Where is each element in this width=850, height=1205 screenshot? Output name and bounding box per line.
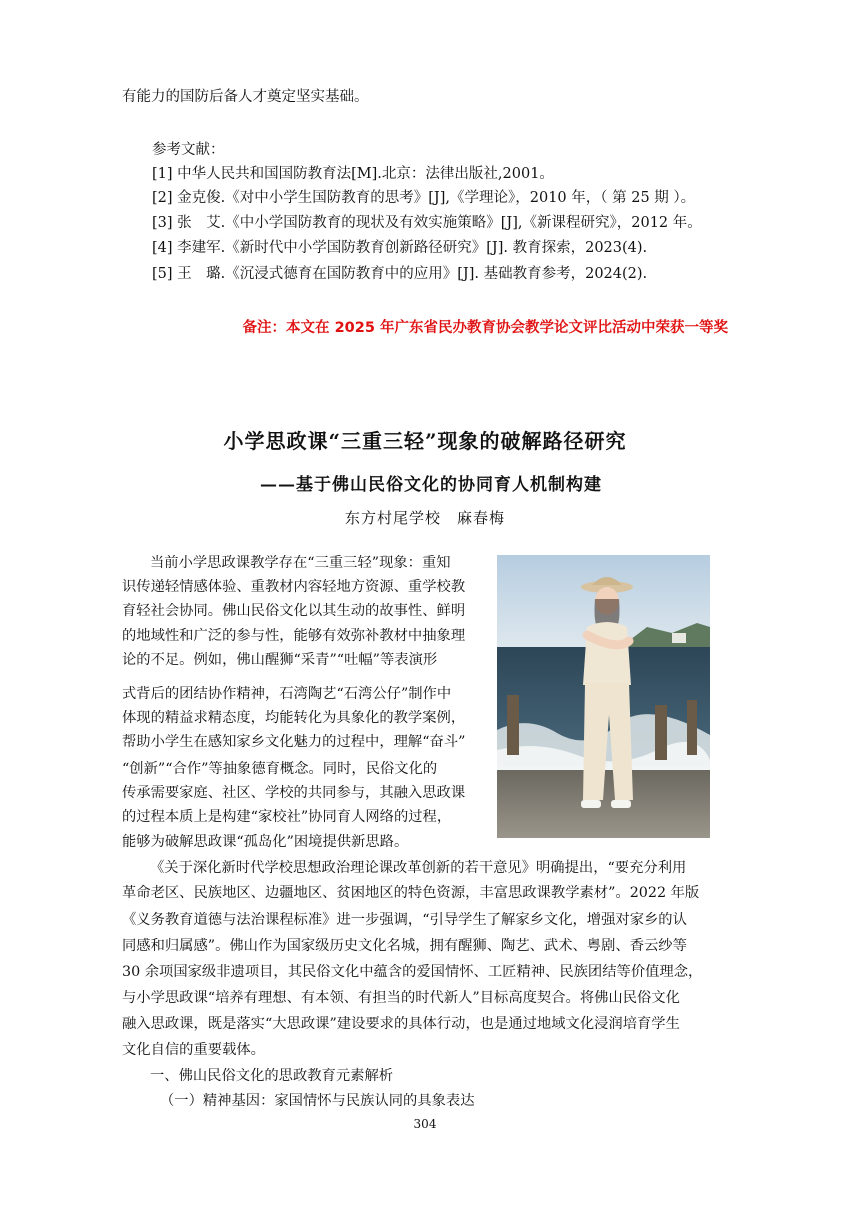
paragraph-line: 文化自信的重要载体。 (122, 1042, 265, 1058)
paragraph-line: 的地域性和广泛的参与性，能够有效弥补教材中抽象理 (122, 628, 466, 644)
paragraph-line: 传承需要家庭、社区、学校的共同参与，其融入思政课 (122, 785, 466, 801)
paragraph-line: 《关于深化新时代学校思想政治理论课改革创新的若干意见》明确提出，“要充分利用 (150, 860, 687, 876)
award-note: 备注：本文在 2025 年广东省民办教育协会教学论文评比活动中荣获一等奖 (242, 320, 728, 336)
paragraph-line: 式背后的团结协作精神，石湾陶艺“石湾公仔”制作中 (122, 686, 452, 702)
paragraph-line: 体现的精益求精态度，均能转化为具象化的教学案例， (122, 710, 466, 726)
article-subtitle: ——基于佛山民俗文化的协同育人机制构建 (260, 475, 602, 495)
paragraph-line: 帮助小学生在感知家乡文化魅力的过程中，理解“奋斗” (122, 734, 466, 750)
article-author: 东方村尾学校 麻春梅 (344, 509, 505, 527)
paragraph-line: “创新”“合作”等抽象德育概念。同时，民俗文化的 (122, 761, 438, 777)
paragraph-line: 革命老区、民族地区、边疆地区、贫困地区的特色资源，丰富思政课教学素材”。2022 年版 (122, 885, 700, 901)
paragraph-line: 同感和归属感”。佛山作为国家级历史文化名城，拥有醒狮、陶艺、武术、粤剧、香云纱等 (122, 938, 687, 954)
references-heading: 参考文献： (152, 142, 225, 158)
paragraph-line: 融入思政课，既是落实“大思政课”建设要求的具体行动，也是通过地域文化浸润培育学生 (122, 1016, 680, 1032)
reference-item: [1] 中华人民共和国国防教育法[M].北京：法律出版社,2001。 (152, 166, 554, 182)
top-line: 有能力的国防后备人才奠定坚实基础。 (122, 89, 369, 105)
reference-item: [4] 李建军.《新时代中小学国防教育创新路径研究》[J]. 教育探索，2023(4). (152, 240, 648, 256)
paragraph-line: 与小学思政课“培养有理想、有本领、有担当的时代新人”目标高度契合。将佛山民俗文化 (122, 990, 680, 1006)
author-photo (497, 555, 710, 838)
paragraph-line: 育轻社会协同。佛山民俗文化以其生动的故事性、鲜明 (122, 603, 466, 619)
paragraph-line: 论的不足。例如，佛山醒狮“采青”“吐幅”等表演形 (122, 652, 438, 668)
paragraph-line: 30 余项国家级非遗项目，其民俗文化中蕴含的爱国情怀、工匠精神、民族团结等价值理念， (122, 964, 703, 980)
paragraph-line: 《义务教育道德与法治课程标准》进一步强调，“引导学生了解家乡文化，增强对家乡的认 (122, 912, 687, 928)
reference-item: [2] 金克俊.《对中小学生国防教育的思考》[J],《学理论》，2010 年，（ 第 25 期 ）。 (152, 190, 696, 206)
section-heading: 一、佛山民俗文化的思政教育元素解析 (150, 1068, 394, 1084)
page-number: 304 (413, 1117, 437, 1131)
subsection-heading: （一）精神基因：家国情怀与民族认同的具象表达 (160, 1093, 475, 1109)
reference-item: [3] 张 艾.《中小学国防教育的现状及有效实施策略》[J],《新课程研究》，2012 年。 (152, 215, 702, 231)
paragraph-line: 当前小学思政课教学存在“三重三轻”现象：重知 (150, 555, 451, 571)
paragraph-line: 识传递轻情感体验、重教材内容轻地方资源、重学校教 (122, 579, 466, 595)
paragraph-line: 的过程本质上是构建“家校社”协同育人网络的过程， (122, 809, 452, 825)
article-title: 小学思政课“三重三轻”现象的破解路径研究 (223, 429, 627, 453)
reference-item: [5] 王 璐.《沉浸式德育在国防教育中的应用》[J]. 基础教育参考，2024(2). (152, 266, 648, 282)
paragraph-line: 能够为破解思政课“孤岛化”困境提供新思路。 (122, 834, 409, 850)
